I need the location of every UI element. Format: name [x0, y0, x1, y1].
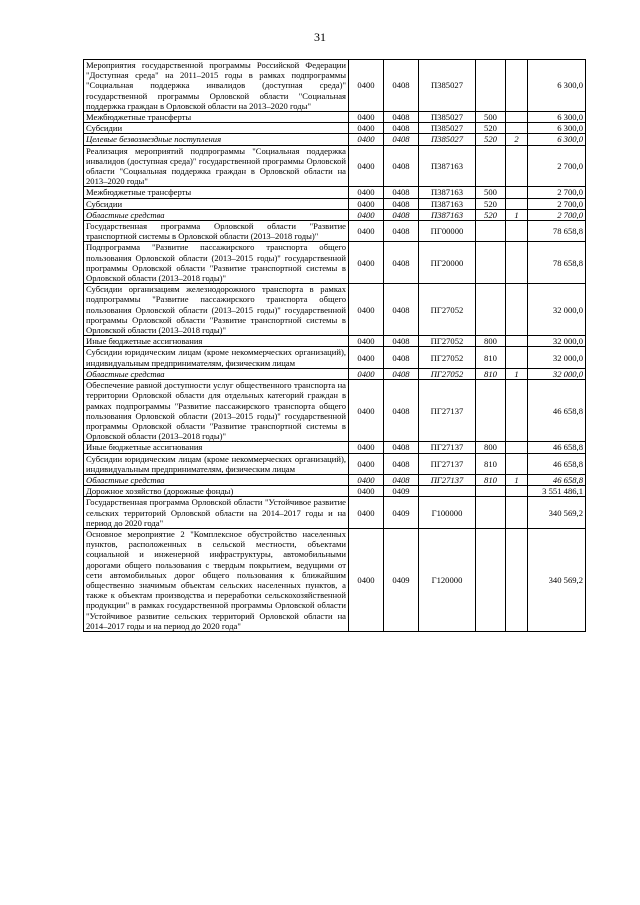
- section-code: 0400: [349, 145, 384, 187]
- row-description: Реализация мероприятий подпрограммы "Социальная поддержка инвалидов (доступная среда)" государственной программы Орловской области "Социальная поддержка граждан в Орловской области на 2013–2020 годы": [84, 145, 349, 187]
- target-article-code: ПГ27137: [419, 380, 476, 442]
- page-number: 31: [314, 30, 326, 44]
- section-code: 0400: [349, 497, 384, 529]
- expense-type-code: 810: [476, 474, 506, 485]
- target-article-code: П385027: [419, 123, 476, 134]
- subsection-code: 0409: [384, 528, 419, 631]
- amount: 46 658,8: [528, 453, 586, 474]
- amount: 6 300,0: [528, 112, 586, 123]
- table-row: [84, 112, 586, 123]
- subsection-code: 0408: [384, 198, 419, 209]
- subsection-code: 0408: [384, 60, 419, 112]
- expense-type-code: 520: [476, 134, 506, 145]
- funding-source-code: [506, 187, 528, 198]
- subsection-code: 0408: [384, 453, 419, 474]
- table-row: [84, 221, 586, 242]
- target-article-code: Г100000: [419, 497, 476, 529]
- amount: 6 300,0: [528, 123, 586, 134]
- expense-type-code: 520: [476, 123, 506, 134]
- table-row: [84, 123, 586, 134]
- target-article-code: Г120000: [419, 528, 476, 631]
- subsection-code: 0408: [384, 187, 419, 198]
- amount: 2 700,0: [528, 209, 586, 220]
- section-code: 0400: [349, 198, 384, 209]
- subsection-code: 0408: [384, 368, 419, 379]
- row-description: Областные средства: [84, 368, 349, 379]
- target-article-code: ПГ27137: [419, 453, 476, 474]
- amount: 46 658,8: [528, 380, 586, 442]
- target-article-code: П385027: [419, 134, 476, 145]
- section-code: 0400: [349, 442, 384, 453]
- section-code: 0400: [349, 60, 384, 112]
- amount: 3 551 486,1: [528, 486, 586, 497]
- subsection-code: 0408: [384, 145, 419, 187]
- table-row: [84, 145, 586, 187]
- subsection-code: 0409: [384, 486, 419, 497]
- subsection-code: 0408: [384, 442, 419, 453]
- target-article-code: П387163: [419, 145, 476, 187]
- funding-source-code: [506, 198, 528, 209]
- section-code: 0400: [349, 284, 384, 336]
- table-row: [84, 453, 586, 474]
- row-description: Иные бюджетные ассигнования: [84, 442, 349, 453]
- row-description: Обеспечение равной доступности услуг общественного транспорта на территории Орловской области для отдельных категорий граждан в рамках подпрограммы "Развитие пассажирского транспорта общего пользования Орловской области (2013–2015 годы)" государственной программы Орловской области "Развитие транспортной системы в Орловской области (2013–2018 годы)": [84, 380, 349, 442]
- funding-source-code: [506, 442, 528, 453]
- section-code: 0400: [349, 380, 384, 442]
- expense-type-code: 810: [476, 368, 506, 379]
- table-row: [84, 209, 586, 220]
- target-article-code: П385027: [419, 60, 476, 112]
- table-row: [84, 242, 586, 284]
- expense-type-code: 500: [476, 112, 506, 123]
- amount: 32 000,0: [528, 347, 586, 368]
- target-article-code: ПГ27052: [419, 368, 476, 379]
- amount: 6 300,0: [528, 60, 586, 112]
- section-code: 0400: [349, 134, 384, 145]
- amount: 78 658,8: [528, 221, 586, 242]
- table-row: [84, 442, 586, 453]
- expense-type-code: 810: [476, 347, 506, 368]
- budget-table-body: [84, 60, 586, 632]
- row-description: Дорожное хозяйство (дорожные фонды): [84, 486, 349, 497]
- subsection-code: 0408: [384, 221, 419, 242]
- expense-type-code: 500: [476, 187, 506, 198]
- funding-source-code: [506, 60, 528, 112]
- section-code: 0400: [349, 221, 384, 242]
- table-row: [84, 497, 586, 529]
- row-description: Субсидии: [84, 123, 349, 134]
- table-row: [84, 198, 586, 209]
- row-description: Подпрограмма "Развитие пассажирского транспорта общего пользования Орловской области (2013–2015 годы)" государственной программы Орловской области "Развитие транспортной системы в Орловской области (2013–2018 годы)": [84, 242, 349, 284]
- table-row: [84, 187, 586, 198]
- target-article-code: ПГ27052: [419, 347, 476, 368]
- table-row: [84, 368, 586, 379]
- funding-source-code: [506, 453, 528, 474]
- row-description: Целевые безвозмездные поступления: [84, 134, 349, 145]
- target-article-code: [419, 486, 476, 497]
- amount: 46 658,8: [528, 442, 586, 453]
- amount: 2 700,0: [528, 145, 586, 187]
- expense-type-code: [476, 145, 506, 187]
- funding-source-code: 1: [506, 368, 528, 379]
- row-description: Областные средства: [84, 209, 349, 220]
- expense-type-code: 800: [476, 336, 506, 347]
- section-code: 0400: [349, 187, 384, 198]
- subsection-code: 0408: [384, 123, 419, 134]
- expense-type-code: [476, 284, 506, 336]
- amount: 78 658,8: [528, 242, 586, 284]
- row-description: Субсидии: [84, 198, 349, 209]
- row-description: Межбюджетные трансферты: [84, 112, 349, 123]
- expense-type-code: [476, 221, 506, 242]
- subsection-code: 0409: [384, 497, 419, 529]
- expense-type-code: [476, 497, 506, 529]
- funding-source-code: [506, 123, 528, 134]
- table-row: [84, 380, 586, 442]
- row-description: Субсидии организациям железнодорожного транспорта в рамках подпрограммы "Развитие пассажирского транспорта общего пользования Орловской области (2013–2015 годы)" государственной программы Орловской области "Развитие транспортной системы в Орловской области (2013–2018 годы)": [84, 284, 349, 336]
- section-code: 0400: [349, 486, 384, 497]
- funding-source-code: 1: [506, 474, 528, 485]
- row-description: Межбюджетные трансферты: [84, 187, 349, 198]
- expense-type-code: [476, 380, 506, 442]
- subsection-code: 0408: [384, 242, 419, 284]
- row-description: Областные средства: [84, 474, 349, 485]
- table-row: [84, 528, 586, 631]
- target-article-code: ПГ00000: [419, 221, 476, 242]
- amount: 6 300,0: [528, 134, 586, 145]
- row-description: Субсидии юридическим лицам (кроме некоммерческих организаций), индивидуальным предпринимателям, физическим лицам: [84, 347, 349, 368]
- funding-source-code: 1: [506, 209, 528, 220]
- section-code: 0400: [349, 368, 384, 379]
- table-row: [84, 347, 586, 368]
- table-row: [84, 134, 586, 145]
- subsection-code: 0408: [384, 336, 419, 347]
- funding-source-code: [506, 528, 528, 631]
- target-article-code: П385027: [419, 112, 476, 123]
- target-article-code: П387163: [419, 209, 476, 220]
- funding-source-code: [506, 242, 528, 284]
- funding-source-code: [506, 112, 528, 123]
- section-code: 0400: [349, 453, 384, 474]
- target-article-code: ПГ27137: [419, 442, 476, 453]
- row-description: Мероприятия государственной программы Российской Федерации "Доступная среда" на 2011–2015 годы в рамках подпрограммы "Социальная поддержка инвалидов (доступная среда)" государственной программы Орловской области "Социальная поддержка граждан в Орловской области на 2013–2020 годы": [84, 60, 349, 112]
- section-code: 0400: [349, 528, 384, 631]
- table-row: [84, 486, 586, 497]
- subsection-code: 0408: [384, 209, 419, 220]
- section-code: 0400: [349, 336, 384, 347]
- subsection-code: 0408: [384, 474, 419, 485]
- amount: 2 700,0: [528, 187, 586, 198]
- row-description: Основное мероприятие 2 "Комплексное обустройство населенных пунктов, расположенных в сельской местности, объектами социальной и инженерной инфраструктуры, автомобильными дорогами общего пользования с твердым покрытием, ведущими от сети автомобильных дорог общего пользования к ближайшим общественно значимым объектам сельских населенных пунктов, а также к объектам производства и переработки сельскохозяйственной продукции" в рамках государственной программы Орловской области "Устойчивое развитие сельских территорий Орловской области на 2014–2017 годы и на период до 2020 года": [84, 528, 349, 631]
- amount: 32 000,0: [528, 336, 586, 347]
- funding-source-code: [506, 486, 528, 497]
- amount: 46 658,8: [528, 474, 586, 485]
- section-code: 0400: [349, 123, 384, 134]
- row-description: Государственная программа Орловской области "Устойчивое развитие сельских территорий Орловской области на 2014–2017 годы и на период до 2020 года": [84, 497, 349, 529]
- row-description: Субсидии юридическим лицам (кроме некоммерческих организаций), индивидуальным предпринимателям, физическим лицам: [84, 453, 349, 474]
- subsection-code: 0408: [384, 380, 419, 442]
- subsection-code: 0408: [384, 134, 419, 145]
- target-article-code: П387163: [419, 187, 476, 198]
- expense-type-code: 520: [476, 209, 506, 220]
- target-article-code: ПГ27052: [419, 336, 476, 347]
- amount: 340 569,2: [528, 497, 586, 529]
- subsection-code: 0408: [384, 284, 419, 336]
- expense-type-code: 800: [476, 442, 506, 453]
- section-code: 0400: [349, 474, 384, 485]
- table-row: [84, 60, 586, 112]
- funding-source-code: [506, 336, 528, 347]
- table-row: [84, 284, 586, 336]
- row-description: Иные бюджетные ассигнования: [84, 336, 349, 347]
- section-code: 0400: [349, 347, 384, 368]
- expense-type-code: 520: [476, 198, 506, 209]
- section-code: 0400: [349, 112, 384, 123]
- expense-type-code: [476, 486, 506, 497]
- funding-source-code: [506, 380, 528, 442]
- section-code: 0400: [349, 242, 384, 284]
- target-article-code: ПГ20000: [419, 242, 476, 284]
- target-article-code: П387163: [419, 198, 476, 209]
- target-article-code: ПГ27137: [419, 474, 476, 485]
- expense-type-code: [476, 528, 506, 631]
- funding-source-code: [506, 284, 528, 336]
- subsection-code: 0408: [384, 112, 419, 123]
- subsection-code: 0408: [384, 347, 419, 368]
- expense-type-code: [476, 60, 506, 112]
- row-description: Государственная программа Орловской области "Развитие транспортной системы в Орловской области (2013–2018 годы)": [84, 221, 349, 242]
- amount: 32 000,0: [528, 284, 586, 336]
- funding-source-code: [506, 145, 528, 187]
- expense-type-code: 810: [476, 453, 506, 474]
- table-row: [84, 336, 586, 347]
- amount: 340 569,2: [528, 528, 586, 631]
- section-code: 0400: [349, 209, 384, 220]
- funding-source-code: [506, 497, 528, 529]
- table-row: [84, 474, 586, 485]
- amount: 2 700,0: [528, 198, 586, 209]
- expense-type-code: [476, 242, 506, 284]
- budget-table: [83, 59, 586, 632]
- amount: 32 000,0: [528, 368, 586, 379]
- funding-source-code: 2: [506, 134, 528, 145]
- funding-source-code: [506, 347, 528, 368]
- target-article-code: ПГ27052: [419, 284, 476, 336]
- funding-source-code: [506, 221, 528, 242]
